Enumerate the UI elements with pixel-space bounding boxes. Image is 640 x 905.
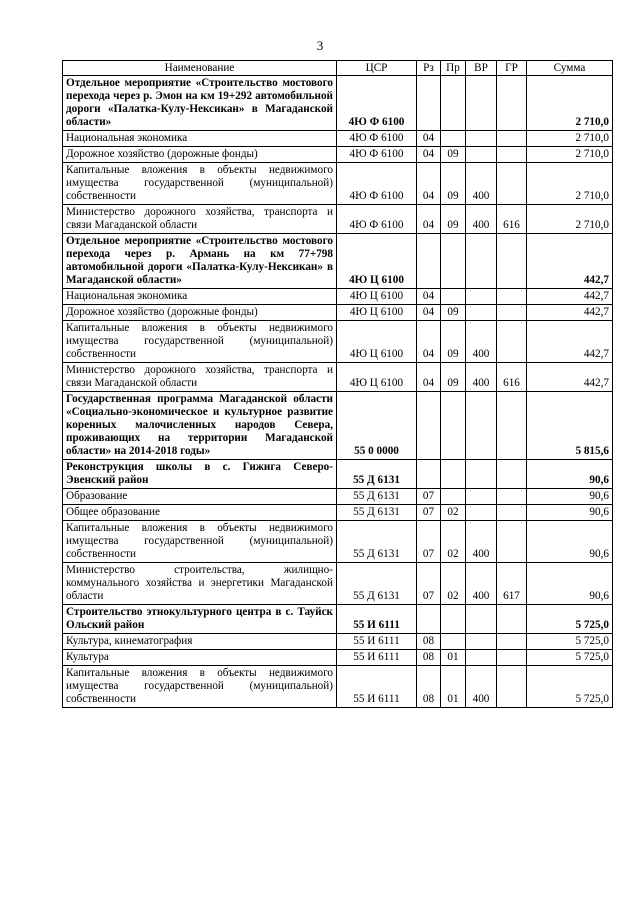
table-row — [63, 460, 613, 489]
cell-csr: 4Ю Ц 6100 — [337, 363, 417, 392]
cell-gr — [497, 634, 527, 650]
page-number: 3 — [316, 38, 324, 53]
cell-csr: 4Ю Ф 6100 — [337, 205, 417, 234]
cell-sum: 2 710,0 — [527, 147, 613, 163]
cell-pr: 09 — [441, 163, 466, 205]
cell-rz: 07 — [417, 521, 441, 563]
cell-rz — [417, 605, 441, 634]
cell-pr — [441, 289, 466, 305]
cell-csr: 55 И 6111 — [337, 650, 417, 666]
cell-vr — [466, 460, 497, 489]
cell-vr — [466, 305, 497, 321]
cell-pr — [441, 131, 466, 147]
cell-sum: 442,7 — [527, 363, 613, 392]
cell-csr: 55 Д 6131 — [337, 489, 417, 505]
cell-rz: 04 — [417, 289, 441, 305]
cell-name: Капитальные вложения в объекты недвижимого имущества государственной (муниципальной) собственности — [63, 321, 337, 363]
table-row — [63, 363, 613, 392]
table-row — [63, 305, 613, 321]
cell-vr: 400 — [466, 521, 497, 563]
cell-name: Отдельное мероприятие «Строительство мостового перехода через р. Эмон на км 19+292 автомобильной дороги «Палатка-Кулу-Нексикан» в Магаданской области» — [63, 76, 337, 131]
table-row — [63, 76, 613, 131]
cell-name: Министерство дорожного хозяйства, транспорта и связи Магаданской области — [63, 363, 337, 392]
cell-gr — [497, 650, 527, 666]
table-row — [63, 321, 613, 363]
cell-rz — [417, 392, 441, 460]
cell-rz: 07 — [417, 505, 441, 521]
cell-gr — [497, 76, 527, 131]
cell-vr — [466, 392, 497, 460]
cell-csr: 4Ю Ф 6100 — [337, 163, 417, 205]
cell-rz: 04 — [417, 205, 441, 234]
cell-vr: 400 — [466, 321, 497, 363]
table-row — [63, 147, 613, 163]
cell-vr: 400 — [466, 666, 497, 708]
cell-pr: 01 — [441, 666, 466, 708]
cell-csr: 4Ю Ф 6100 — [337, 131, 417, 147]
table-row — [63, 131, 613, 147]
cell-rz: 04 — [417, 131, 441, 147]
budget-table — [62, 60, 613, 708]
table-row — [63, 234, 613, 289]
cell-csr: 55 И 6111 — [337, 666, 417, 708]
cell-sum: 5 725,0 — [527, 605, 613, 634]
cell-rz — [417, 234, 441, 289]
cell-pr: 09 — [441, 363, 466, 392]
cell-rz — [417, 460, 441, 489]
table-row — [63, 489, 613, 505]
cell-vr — [466, 76, 497, 131]
table-row — [63, 634, 613, 650]
cell-gr — [497, 289, 527, 305]
table-row — [63, 563, 613, 605]
cell-csr: 55 Д 6131 — [337, 460, 417, 489]
cell-pr: 09 — [441, 305, 466, 321]
cell-rz: 08 — [417, 666, 441, 708]
cell-csr: 55 0 0000 — [337, 392, 417, 460]
cell-sum: 90,6 — [527, 460, 613, 489]
cell-name: Капитальные вложения в объекты недвижимого имущества государственной (муниципальной) собственности — [63, 163, 337, 205]
cell-pr: 01 — [441, 650, 466, 666]
cell-sum: 2 710,0 — [527, 131, 613, 147]
cell-rz — [417, 76, 441, 131]
header-pr: Пр — [441, 61, 466, 76]
table-row — [63, 163, 613, 205]
table-header-row — [63, 61, 613, 76]
cell-gr — [497, 605, 527, 634]
cell-csr: 4Ю Ф 6100 — [337, 76, 417, 131]
cell-vr — [466, 234, 497, 289]
cell-sum: 90,6 — [527, 521, 613, 563]
cell-sum: 90,6 — [527, 505, 613, 521]
cell-sum: 5 725,0 — [527, 634, 613, 650]
cell-vr — [466, 605, 497, 634]
cell-vr — [466, 131, 497, 147]
cell-name: Капитальные вложения в объекты недвижимого имущества государственной (муниципальной) собственности — [63, 521, 337, 563]
cell-gr: 616 — [497, 363, 527, 392]
cell-vr — [466, 147, 497, 163]
cell-pr — [441, 392, 466, 460]
header-rz: Рз — [417, 61, 441, 76]
table-row — [63, 505, 613, 521]
header-vr: ВР — [466, 61, 497, 76]
cell-pr — [441, 234, 466, 289]
cell-sum: 5 815,6 — [527, 392, 613, 460]
cell-vr: 400 — [466, 363, 497, 392]
cell-csr: 55 Д 6131 — [337, 563, 417, 605]
cell-pr — [441, 634, 466, 650]
cell-name: Культура — [63, 650, 337, 666]
cell-name: Министерство строительства, жилищно-коммунального хозяйства и энергетики Магаданской области — [63, 563, 337, 605]
cell-vr — [466, 489, 497, 505]
table-row — [63, 392, 613, 460]
cell-csr: 4Ю Ц 6100 — [337, 305, 417, 321]
cell-vr: 400 — [466, 563, 497, 605]
cell-vr: 400 — [466, 205, 497, 234]
cell-sum: 2 710,0 — [527, 205, 613, 234]
cell-name: Отдельное мероприятие «Строительство мостового перехода через р. Армань на км 77+798 автомобильной дороги «Палатка-Кулу-Нексикан» в Магаданской области» — [63, 234, 337, 289]
cell-gr — [497, 521, 527, 563]
cell-sum: 442,7 — [527, 289, 613, 305]
cell-csr: 4Ю Ц 6100 — [337, 321, 417, 363]
cell-gr — [497, 505, 527, 521]
cell-vr: 400 — [466, 163, 497, 205]
cell-name: Капитальные вложения в объекты недвижимого имущества государственной (муниципальной) собственности — [63, 666, 337, 708]
table-row — [63, 666, 613, 708]
cell-sum: 442,7 — [527, 234, 613, 289]
cell-rz: 08 — [417, 634, 441, 650]
cell-name: Культура, кинематография — [63, 634, 337, 650]
cell-name: Национальная экономика — [63, 289, 337, 305]
cell-gr — [497, 666, 527, 708]
cell-pr: 02 — [441, 563, 466, 605]
cell-sum: 442,7 — [527, 321, 613, 363]
cell-sum: 5 725,0 — [527, 666, 613, 708]
cell-csr: 4Ю Ц 6100 — [337, 234, 417, 289]
cell-gr — [497, 392, 527, 460]
cell-gr — [497, 305, 527, 321]
cell-sum: 90,6 — [527, 563, 613, 605]
table-row — [63, 205, 613, 234]
cell-name: Дорожное хозяйство (дорожные фонды) — [63, 305, 337, 321]
cell-csr: 55 Д 6131 — [337, 505, 417, 521]
cell-sum: 2 710,0 — [527, 163, 613, 205]
cell-csr: 4Ю Ц 6100 — [337, 289, 417, 305]
cell-gr — [497, 321, 527, 363]
header-name: Наименование — [63, 61, 337, 76]
cell-gr — [497, 234, 527, 289]
table-row — [63, 521, 613, 563]
cell-pr — [441, 460, 466, 489]
cell-vr — [466, 634, 497, 650]
cell-pr: 02 — [441, 521, 466, 563]
cell-csr: 55 И 6111 — [337, 634, 417, 650]
table-row — [63, 289, 613, 305]
cell-rz: 07 — [417, 489, 441, 505]
cell-gr — [497, 163, 527, 205]
cell-name: Строительство этнокультурного центра в с. Тауйск Ольский район — [63, 605, 337, 634]
cell-rz: 04 — [417, 321, 441, 363]
cell-pr — [441, 489, 466, 505]
cell-csr: 4Ю Ф 6100 — [337, 147, 417, 163]
cell-name: Министерство дорожного хозяйства, транспорта и связи Магаданской области — [63, 205, 337, 234]
header-csr: ЦСР — [337, 61, 417, 76]
cell-pr — [441, 605, 466, 634]
table-row — [63, 605, 613, 634]
cell-rz: 08 — [417, 650, 441, 666]
cell-rz: 04 — [417, 163, 441, 205]
cell-name: Образование — [63, 489, 337, 505]
header-sum: Сумма — [527, 61, 613, 76]
cell-name: Национальная экономика — [63, 131, 337, 147]
cell-gr — [497, 147, 527, 163]
cell-csr: 55 И 6111 — [337, 605, 417, 634]
cell-gr — [497, 131, 527, 147]
cell-csr: 55 Д 6131 — [337, 521, 417, 563]
cell-vr — [466, 505, 497, 521]
cell-sum: 90,6 — [527, 489, 613, 505]
cell-name: Реконструкция школы в с. Гижига Северо-Эвенский район — [63, 460, 337, 489]
cell-rz: 04 — [417, 147, 441, 163]
table-body — [63, 76, 613, 708]
cell-name: Государственная программа Магаданской области «Социально-экономическое и культурное развитие коренных малочисленных народов Севера, проживающих на территории Магаданской области» на 2014-2018 годы» — [63, 392, 337, 460]
cell-sum: 442,7 — [527, 305, 613, 321]
cell-pr — [441, 76, 466, 131]
cell-rz: 07 — [417, 563, 441, 605]
cell-pr: 09 — [441, 147, 466, 163]
cell-rz: 04 — [417, 363, 441, 392]
cell-name: Общее образование — [63, 505, 337, 521]
cell-gr — [497, 489, 527, 505]
cell-name: Дорожное хозяйство (дорожные фонды) — [63, 147, 337, 163]
cell-rz: 04 — [417, 305, 441, 321]
cell-sum: 2 710,0 — [527, 76, 613, 131]
cell-gr: 617 — [497, 563, 527, 605]
cell-gr: 616 — [497, 205, 527, 234]
table-row — [63, 650, 613, 666]
cell-gr — [497, 460, 527, 489]
cell-pr: 02 — [441, 505, 466, 521]
header-gr: ГР — [497, 61, 527, 76]
cell-sum: 5 725,0 — [527, 650, 613, 666]
cell-vr — [466, 650, 497, 666]
cell-pr: 09 — [441, 205, 466, 234]
cell-pr: 09 — [441, 321, 466, 363]
cell-vr — [466, 289, 497, 305]
